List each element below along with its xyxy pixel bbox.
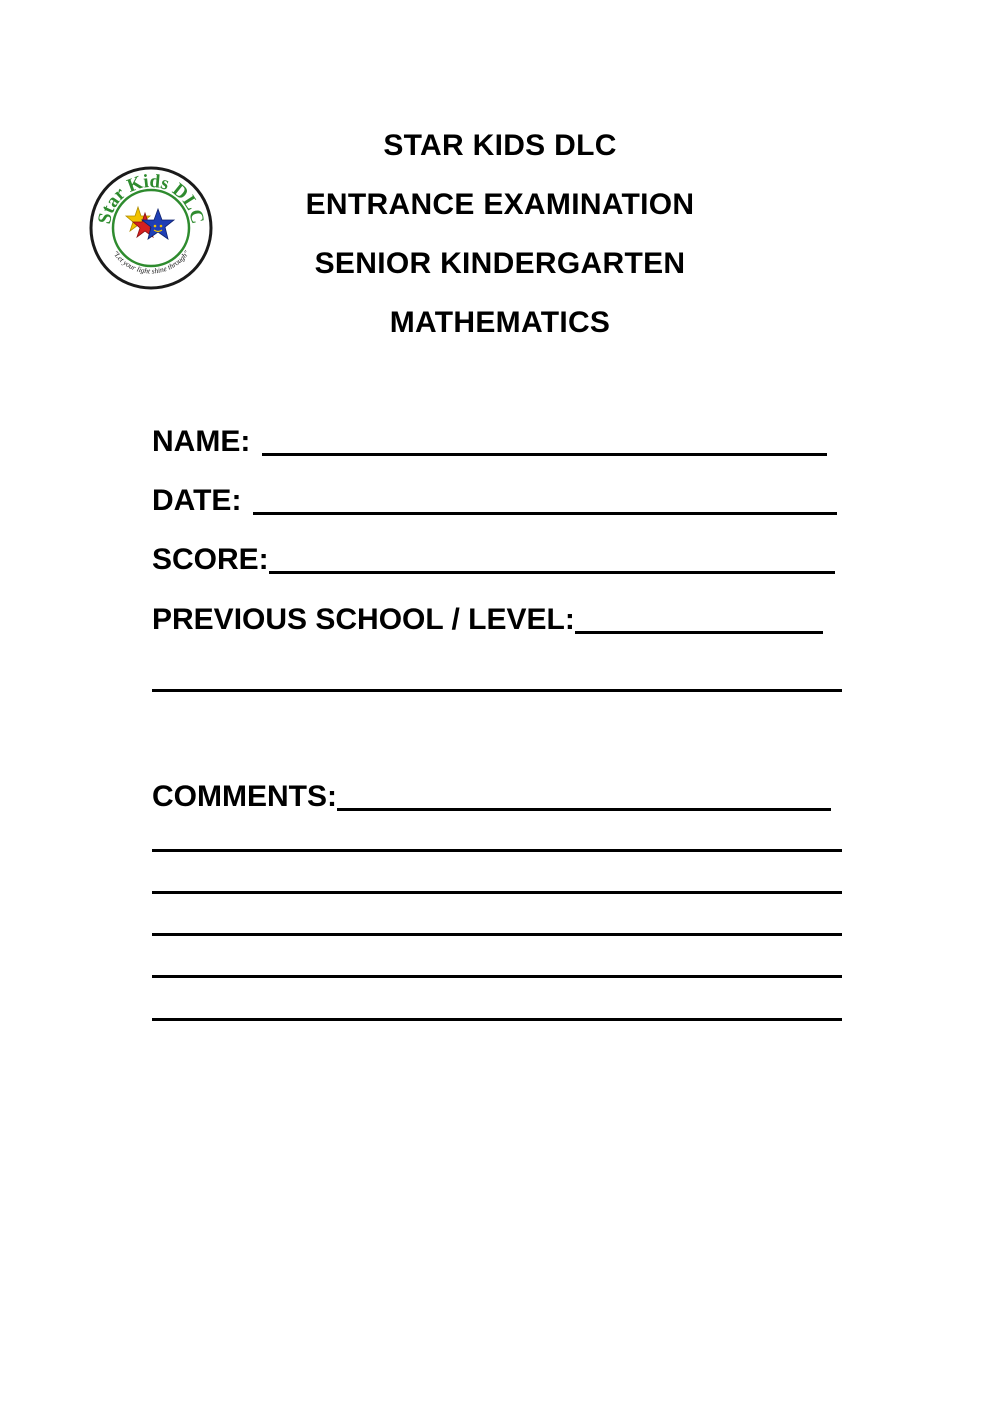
comments-line[interactable] — [152, 975, 842, 978]
score-input-line[interactable] — [269, 571, 835, 574]
comments-line[interactable] — [152, 891, 842, 894]
comments-input-line[interactable] — [337, 808, 831, 811]
comments-field[interactable] — [152, 775, 831, 815]
logo-name-text: Star Kids DLC — [94, 170, 208, 226]
score-field[interactable] — [152, 538, 835, 578]
comments-line[interactable] — [152, 1018, 842, 1021]
school-logo — [88, 165, 214, 291]
name-input-line[interactable] — [262, 453, 827, 456]
date-field[interactable] — [152, 479, 837, 519]
level-title: SENIOR KINDERGARTEN — [314, 247, 686, 280]
comments-line[interactable] — [152, 933, 842, 936]
previous-school-label: PREVIOUS SCHOOL / LEVEL: — [152, 603, 575, 636]
name-field[interactable] — [152, 420, 827, 460]
previous-school-continuation-line[interactable] — [152, 689, 842, 692]
date-input-line[interactable] — [253, 512, 837, 515]
logo-motto-text: "Let your light shine through" — [111, 248, 191, 276]
previous-school-input-line[interactable] — [575, 631, 823, 634]
comments-label: COMMENTS: — [152, 780, 337, 813]
name-label: NAME: — [152, 425, 251, 458]
comments-line[interactable] — [152, 849, 842, 852]
exam-title: ENTRANCE EXAMINATION — [305, 188, 695, 221]
previous-school-field[interactable] — [152, 598, 823, 638]
score-label: SCORE: — [152, 543, 269, 576]
subject-title: MATHEMATICS — [389, 306, 611, 339]
date-label: DATE: — [152, 484, 242, 517]
school-title: STAR KIDS DLC — [383, 129, 617, 162]
